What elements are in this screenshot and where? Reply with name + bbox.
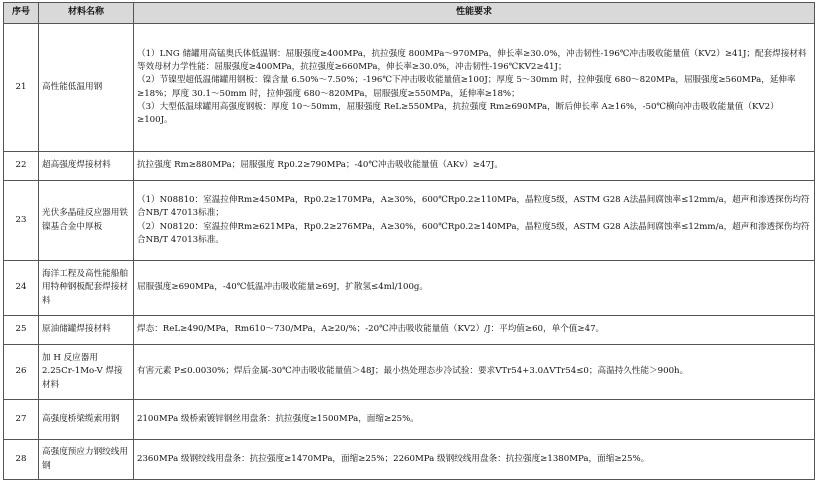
requirements-cell [134, 152, 815, 181]
row-no: 28 [4, 440, 39, 480]
table-row [4, 440, 815, 480]
row-no: 27 [4, 400, 39, 440]
requirement-text: （1）LNG 储罐用高锰奥氏体低温钢：屈服强度≥400MPa，抗拉强度 800MPa～970MPa，伸长率≥30.0%，冲击韧性-196℃冲击吸收能量值（KV2）≥41J；配套焊接材料等效母材力学性能：屈服强度≥400MPa，抗拉强度≥660MPa，伸长率≥30.0%，冲击韧性-196℃KV2≥41J； [137, 48, 807, 72]
material-name: 高性能低温用钢 [39, 24, 134, 152]
table-row [4, 261, 815, 316]
requirements-cell [134, 400, 815, 440]
spec-table [3, 2, 815, 480]
requirements-cell [134, 181, 815, 261]
table-row [4, 316, 815, 345]
row-no: 21 [4, 24, 39, 152]
requirement-text: 2360MPa 级钢绞线用盘条：抗拉强度≥1470MPa，面缩≥25%；2260MPa 级钢绞线用盘条：抗拉强度≥1380MPa，面缩≥25%。 [137, 453, 650, 464]
row-no: 23 [4, 181, 39, 261]
table-row [4, 152, 815, 181]
requirements-cell [134, 345, 815, 400]
table-row [4, 24, 815, 152]
header-no: 序号 [4, 3, 39, 24]
row-no: 22 [4, 152, 39, 181]
requirements-cell [134, 24, 815, 152]
header-name: 材料名称 [39, 3, 134, 24]
material-name: 超高强度焊接材料 [39, 152, 134, 181]
material-name: 光伏多晶硅反应器用铁镍基合金中厚板 [39, 181, 134, 261]
requirement-text: 抗拉强度 Rm≥880MPa；屈服强度 Rp0.2≥790MPa；-40℃冲击吸收能量值（AKv）≥47J。 [137, 160, 503, 171]
requirement-text: （1）N08810：室温拉伸Rm≥450MPa，Rp0.2≥170MPa，A≥30%，600℃Rp0.2≥110MPa，晶粒度5级，ASTM G28 A法晶间腐蚀率≤12mm/a，超声和渗透探伤均符合NB/T 47013标准； [137, 194, 810, 219]
row-no: 26 [4, 345, 39, 400]
material-name: 高强度桥梁缆索用钢 [39, 400, 134, 440]
requirement-text: （2）N08120：室温拉伸Rm≥621MPa，Rp0.2≥276MPa，A≥30%，600℃Rp0.2≥140MPa，晶粒度5级，ASTM G28 A法晶间腐蚀率≤12mm/a，超声和渗透探伤均符合NB/T 47013标准。 [137, 221, 810, 245]
requirement-text: 有害元素 P≤0.0030%；焊后金属-30℃冲击吸收能量值＞48J；最小热处理态步冷试验：要求VTr54+3.0ΔVTr54≤0；高温持久性能＞900h。 [137, 366, 689, 377]
material-name: 高强度预应力钢绞线用钢 [39, 440, 134, 480]
row-no: 25 [4, 316, 39, 345]
requirement-text: 屈服强度≥690MPa，-40℃低温冲击吸收能量≥69J，扩散氢≤4ml/100g。 [137, 282, 429, 293]
requirement-text: （3）大型低温球罐用高强度钢板：厚度 10～50mm，屈服强度 ReL≥550MPa，抗拉强度 Rm≥690MPa，断后伸长率 A≥16%，-50℃横向冲击吸收能量值（KV2）≥100J。 [137, 101, 779, 126]
header-row [4, 3, 815, 24]
table-row [4, 345, 815, 400]
requirements-cell [134, 316, 815, 345]
row-no: 24 [4, 261, 39, 316]
table-row [4, 400, 815, 440]
requirement-text: 2100MPa 级桥索镀锌钢丝用盘条：抗拉强度≥1500MPa，面缩≥25%。 [137, 413, 419, 424]
requirement-text: 焊态：ReL≥490/MPa，Rm610～730/MPa，A≥20/%；-20℃冲击吸收能量值（KV2）/J：平均值≥60，单个值≥47。 [137, 324, 605, 335]
requirements-cell [134, 440, 815, 480]
material-name: 加 H 反应器用 2.25Cr-1Mo-V 焊接材料 [39, 345, 134, 400]
material-name: 原油储罐焊接材料 [39, 316, 134, 345]
header-requirements: 性能要求 [134, 3, 815, 24]
material-name: 海洋工程及高性能船舶用特种钢板配套焊接材料 [39, 261, 134, 316]
table-row [4, 181, 815, 261]
requirements-cell [134, 261, 815, 316]
requirement-text: （2）节镍型超低温储罐用钢板：镍含量 6.50%～7.50%；-196℃下冲击吸收能量值≥100J；厚度 5～30mm 时，拉伸强度 680～820MPa，屈服强度≥560MPa，延伸率≥18%；厚度 30.1～50mm 时，拉伸强度 680～820MPa，屈服强度≥550MPa，延伸率≥18%； [137, 75, 796, 99]
